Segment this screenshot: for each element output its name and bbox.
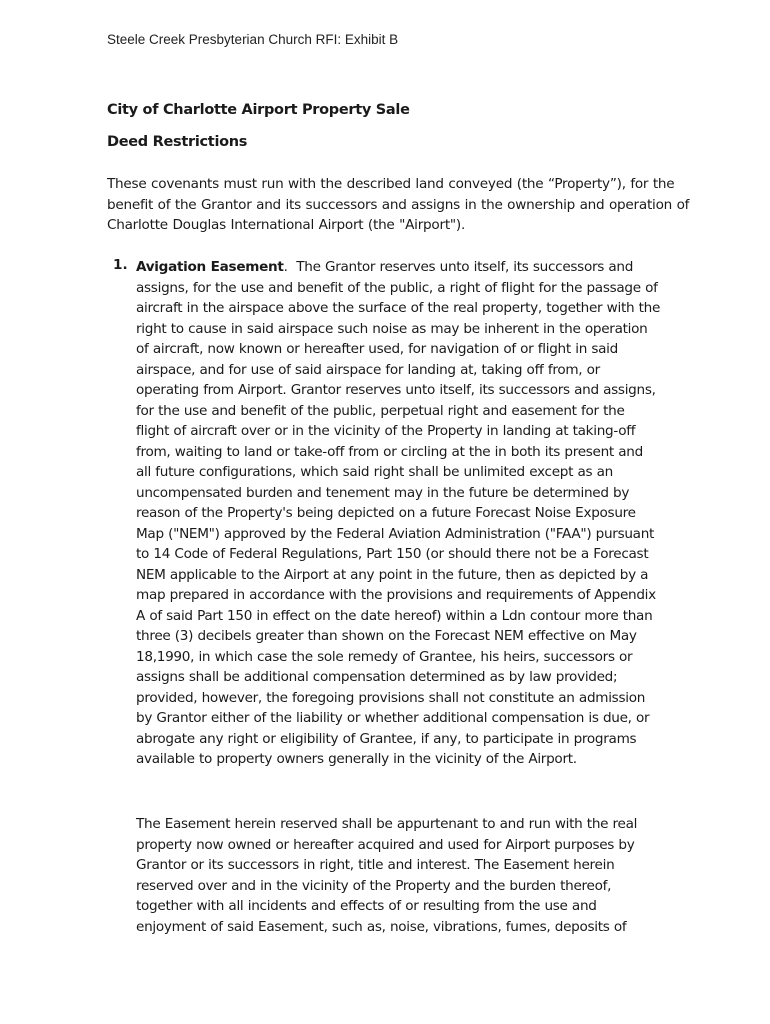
intro-paragraph: These covenants must run with the described land conveyed (the “Property”), for the benefit of the Grantor and its successors and assigns in the ownership and operation of Charlotte Douglas International Airport (the "Airport"). (107, 176, 690, 233)
list-item-paragraph-1 (136, 257, 661, 770)
document-title: City of Charlotte Airport Property Sale (107, 102, 410, 118)
document-subtitle: Deed Restrictions (107, 134, 248, 150)
item-heading: Avigation Easement (136, 259, 284, 275)
item-paragraph-text: The Grantor reserves unto itself, its successors and assigns, for the use and benefit of the public, a right of flight for the passage of aircraft in the airspace above the surface of the real property, together with the right to cause in said airspace such noise as may be inherent in the operation of aircraft, now known or hereafter used, for navigation of or flight in said airspace, and for use of said airspace for landing at, taking off from, or operating from Airport. Grantor reserves unto itself, its successors and assigns, for the use and benefit of the public, perpetual right and easement for the flight of aircraft over or in the vicinity of the Property in landing at taking-off from, waiting to land or take-off from or circling at the in both its present and all future configurations, which said right shall be unlimited except as an uncompensated burden and tenement may in the future be determined by reason of the Property's being depicted on a future Forecast Noise Exposure Map ("NEM") approved by the Federal Aviation Administration ("FAA") pursuant to 14 Code of Federal Regulations, Part 150 (or should there not be a Forecast NEM applicable to the Airport at any point in the future, then as depicted by a map prepared in accordance with the provisions and requirements of Appendix A of said Part 150 in effect on the date hereof) within a Ldn contour more than three (3) decibels greater than shown on the Forecast NEM effective on May 18,1990, in which case the sole remedy of Grantee, his heirs, successors or assigns shall be additional compensation determined as by law provided; provided, however, the foregoing provisions shall not constitute an admission by Grantor either of the liability or whether additional compensation is due, or abrogate any right or eligibility of Grantee, if any, to participate in programs available to property owners generally in the vicinity of the Airport. (136, 259, 661, 767)
list-item-paragraph-2: The Easement herein reserved shall be appurtenant to and run with the real property now owned or hereafter acquired and used for Airport purposes by Grantor or its successors in right, title and interest. The Easement herein reserved over and in the vicinity of the Property and the burden thereof, together with all incidents and effects of or resulting from the use and enjoyment of said Easement, such as, noise, vibrations, fumes, deposits of (136, 816, 638, 935)
list-item-number: 1. (113, 257, 128, 273)
item-heading-suffix: . (283, 259, 288, 275)
page-header: Steele Creek Presbyterian Church RFI: Exhibit B (107, 32, 399, 47)
